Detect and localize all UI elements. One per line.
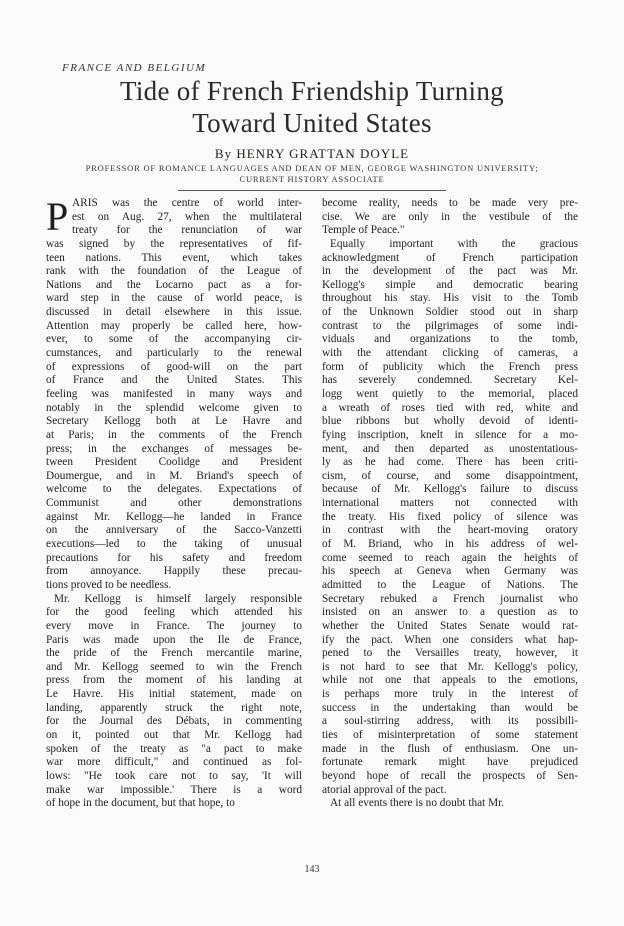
- text-line: ment, and then departed as unostentatious-: [322, 442, 578, 455]
- text-line: come seemed to reach again the heights of: [322, 551, 578, 564]
- text-line: Nations and the Locarno pact as a for-: [46, 278, 302, 291]
- text-line: Communist and other demonstrations: [46, 497, 302, 510]
- text-line: from annoyance. Happily these precau-: [46, 565, 302, 578]
- text-line: of hope in the document, but that hope, to: [46, 797, 235, 810]
- text-line: tween President Coolidge and President: [46, 456, 302, 469]
- text-line: tions proved to be needless.: [46, 578, 172, 591]
- text-line: executions—led to the taking of unusual: [46, 538, 302, 551]
- text-line: cism, of course, and some disappointment,: [322, 469, 578, 482]
- text-line: in contrast with the heart-moving oratory: [322, 524, 578, 537]
- text-line: international matters not connected with: [322, 497, 578, 510]
- text-line: ward step in the cause of world peace, is: [46, 292, 302, 305]
- text-line: is not hard to see that Mr. Kellogg's policy,: [322, 660, 578, 673]
- article-title-line-1: Tide of French Friendship Turning: [120, 76, 504, 106]
- text-line: Secretary rebuked a French journalist who: [322, 592, 578, 605]
- text-line: atorial approval of the pact.: [322, 783, 447, 796]
- text-line: form of publicity which the French press: [322, 360, 578, 373]
- text-line: of expressions of good-will on the part: [46, 360, 302, 373]
- text-line: of the Unknown Soldier stood out in sharp: [322, 306, 578, 319]
- text-line: and Mr. Kellogg seemed to win the French: [46, 660, 302, 673]
- text-line: notably in the splendid welcome given to: [46, 401, 302, 414]
- page-number: 143: [304, 864, 320, 875]
- text-line: est on Aug. 27, when the multilateral: [72, 210, 302, 223]
- text-line: rank with the foundation of the League of: [46, 265, 302, 278]
- text-line: the treaty. His fixed policy of silence was: [322, 510, 578, 523]
- text-line: whether the United States Senate would rat-: [322, 619, 578, 632]
- text-line: Kellogg's simple and democratic bearing: [322, 278, 578, 291]
- text-line: welcome to the delegates. Expectations of: [46, 483, 302, 496]
- text-line: precautions for his safety and freedom: [46, 551, 302, 564]
- text-line: acknowledgment of French participation: [322, 251, 578, 264]
- text-line: Doumergue, and in M. Briand's speech of: [46, 469, 302, 482]
- text-line: on it, pointed out that Mr. Kellogg had: [46, 728, 302, 741]
- text-line: with the attendant clicking of cameras, a: [322, 347, 578, 360]
- drop-cap: P: [46, 194, 69, 239]
- left-column: [46, 194, 302, 811]
- text-line: of France and the United States. This: [46, 374, 302, 387]
- text-line: at Paris; in the comments of the French: [46, 428, 302, 441]
- text-line: success in the undertaking than would be: [322, 701, 578, 714]
- text-line: treaty for the renunciation of war: [72, 224, 302, 237]
- text-line: contrast to the pilgrimages of some indi-: [322, 319, 578, 332]
- text-line: throughout his stay. His visit to the Tomb: [322, 292, 578, 305]
- title-divider: [178, 190, 446, 191]
- text-line: cumstances, and particularly to the renewal: [46, 347, 302, 360]
- text-line: viduals and organizations to the tomb,: [322, 333, 578, 346]
- text-line: Equally important with the gracious: [330, 237, 578, 250]
- text-line: because of Mr. Kellogg's failure to discuss: [322, 483, 578, 496]
- text-line: every move in France. The journey to: [46, 619, 302, 632]
- text-line: ly as he had come. There has been criti-: [322, 456, 578, 469]
- text-line: ARIS was the centre of world inter-: [72, 197, 302, 209]
- author-affiliation: PROFESSOR OF ROMANCE LANGUAGES AND DEAN OF MEN, GEORGE WASHINGTON UNIVERSITY;: [85, 163, 539, 173]
- text-line: admitted to the League of Nations. The: [322, 578, 578, 591]
- text-line: a soul-stirring address, with its possibili-: [322, 715, 578, 728]
- text-line: make war impossible.' There is a word: [46, 783, 302, 796]
- right-column: [322, 197, 578, 811]
- text-line: logg went quietly to the memorial, placed: [322, 387, 578, 400]
- text-line: press from the moment of his landing at: [46, 674, 302, 687]
- text-line: Secretary Kellogg both at Le Havre and: [46, 415, 302, 428]
- text-line: for the Journal des Débats, in commenting: [46, 715, 302, 728]
- text-line: feeling was manifested in many ways and: [46, 387, 302, 400]
- text-line: become reality, needs to be made very pre-: [322, 197, 578, 209]
- text-line: blue ribbons but wholly devoid of identi-: [322, 415, 578, 428]
- text-line: beyond hope of recall the prospects of Sen-: [322, 769, 578, 782]
- text-line: lows: "He took care not to say, 'It will: [46, 769, 302, 782]
- text-line: fortunate remark might have prejudiced: [322, 756, 578, 769]
- article-title-line-2: Toward United States: [192, 108, 432, 138]
- text-line: of M. Briand, who in his address of wel-: [322, 538, 578, 551]
- text-line: his speech at Geneva when Germany was: [322, 565, 578, 578]
- text-line: landing, apparently struck the right note,: [46, 701, 302, 714]
- text-line: pened to the Versailles treaty, however, it: [322, 647, 578, 660]
- text-line: spoken of the treaty as "a pact to make: [46, 742, 302, 755]
- text-line: discussed in detail elsewhere in this issue.: [46, 306, 302, 319]
- text-line: cise. We are only in the vestibule of the: [322, 210, 578, 223]
- text-line: teen nations. This event, which takes: [46, 251, 302, 264]
- text-line: on the anniversary of the Sacco-Vanzetti: [46, 524, 302, 537]
- text-line: ever, to some of the accompanying cir-: [46, 333, 302, 346]
- text-line: Attention may properly be called here, how-: [46, 319, 302, 332]
- text-line: war more difficult," and continued as fol-: [46, 756, 302, 769]
- text-line: a wreath of roses tied with red, white and: [322, 401, 578, 414]
- text-line: made in the flush of enthusiasm. One un-: [322, 742, 578, 755]
- text-line: in the development of the pact was Mr.: [322, 265, 578, 278]
- author-byline: By HENRY GRATTAN DOYLE: [214, 146, 410, 161]
- author-affiliation-secondary: CURRENT HISTORY ASSOCIATE: [239, 174, 385, 184]
- section-label: FRANCE AND BELGIUM: [62, 62, 207, 74]
- text-line: ify the pact. When one considers what hap-: [322, 633, 578, 646]
- text-line: ties of misinterpretation of some statement: [322, 728, 578, 741]
- text-line: press; in the exchanges of messages be-: [46, 442, 302, 455]
- text-line: has severely condemned. Secretary Kel-: [322, 374, 578, 387]
- text-line: Paris was made upon the Ile de France,: [46, 633, 302, 646]
- text-line: Mr. Kellogg is himself largely responsible: [54, 592, 302, 605]
- text-line: for the good feeling which attended his: [46, 606, 302, 619]
- text-line: is perhaps more truly in the interest of: [322, 688, 578, 701]
- text-line: while not one that appeals to the emotions,: [322, 674, 578, 687]
- text-line: the pride of the French mercantile marine,: [46, 647, 302, 660]
- text-line: Temple of Peace.": [322, 224, 405, 237]
- text-line: Le Havre. His initial statement, made on: [46, 688, 302, 701]
- text-line: fying inscription, knelt in silence for a mo-: [322, 428, 578, 441]
- text-line: was signed by the representatives of fif-: [46, 237, 302, 250]
- text-line: insisted on an answer to a question as to: [322, 606, 578, 619]
- text-line: At all events there is no doubt that Mr.: [330, 797, 505, 810]
- text-line: against Mr. Kellogg—he landed in France: [46, 510, 302, 523]
